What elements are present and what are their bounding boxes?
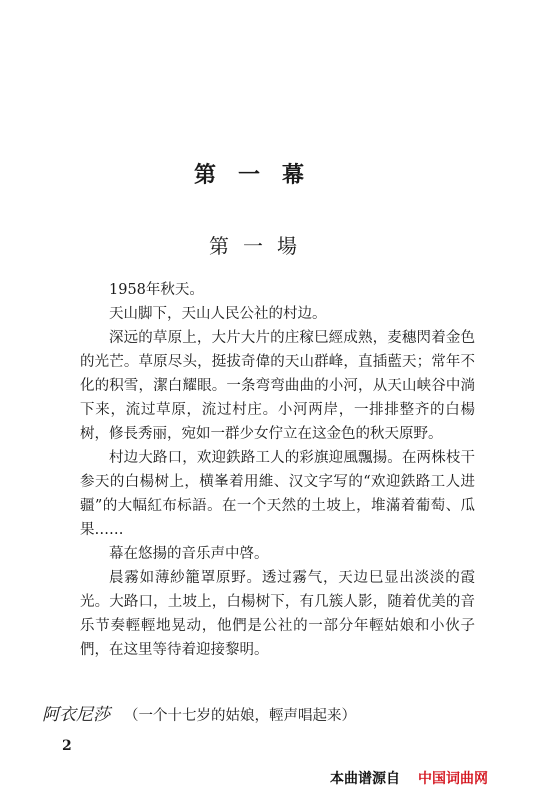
footer-source: 本曲谱源自 [330,771,400,787]
character-direction: （一个十七岁的姑娘，輕声唱起来） [124,708,356,724]
paragraph-date: 1958年秋天。 [109,282,204,298]
paragraph-dawn: 晨霧如薄紗籠罩原野。透过霧气，天边巳显出淡淡的霞光。大路口，土坡上，白楊树下，有几簇人影，随着优美的音乐节奏輕輕地晃动，他們是公社的一部分年輕姑娘和小伙子們，在这里等待着迎接黎明。 [80,570,475,658]
footer-site-name: 中国词曲网 [418,771,488,787]
page-number: 2 [62,738,72,754]
paragraph-location: 天山脚下，天山人民公社的村边。 [109,306,327,322]
character-line [42,700,502,725]
character-name: 阿衣尼莎 [42,705,110,725]
paragraph-scenery: 深远的草原上，大片大片的庄稼巳經成熟，麦穗閃着金色的光芒。草原尽头，挺拔奇偉的天山群峰，直插藍天；常年不化的积雪，潔白耀眼。一条弯弯曲曲的小河，从天山峡谷中淌下来，流过草原，流过村庄。小河两岸，一排排整齐的白楊树，修長秀丽，宛如一群少女佇立在这金色的秋天原野。 [80,330,475,442]
act-title: 第一幕 [193,163,326,188]
stage-directions [80,278,475,662]
paragraph-village-road: 村边大路口，欢迎鉄路工人的彩旗迎風飄揚。在两株枝干参天的白楊树上，横峯着用維、汉文字写的“欢迎鉄路工人进疆”的大幅紅布标語。在一个天然的土坡上，堆滿着葡萄、瓜果…… [80,450,475,538]
footer-watermark [330,768,545,788]
scene-title: 第一場 [209,234,311,258]
paragraph-curtain: 幕在悠揚的音乐声中啓。 [109,546,269,562]
